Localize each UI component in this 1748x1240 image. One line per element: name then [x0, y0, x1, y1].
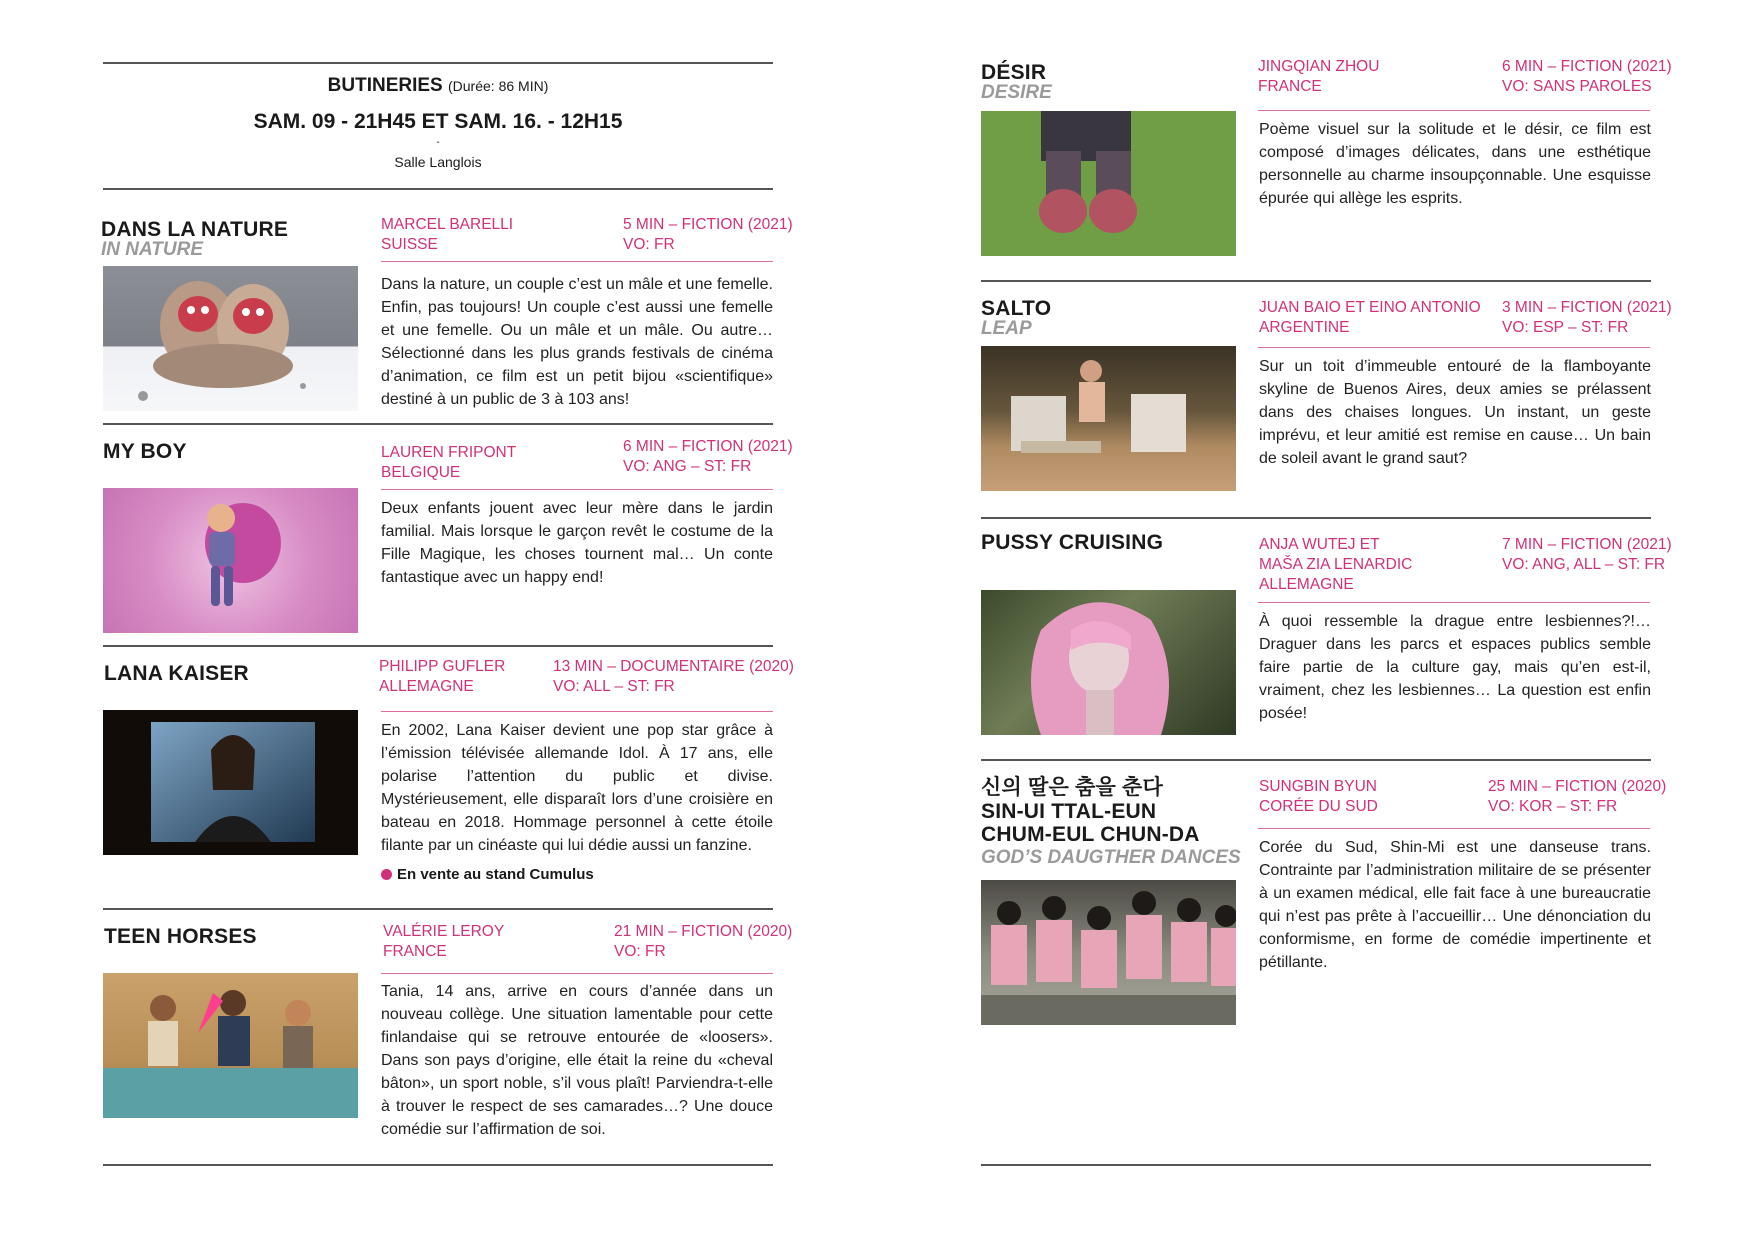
film-duration: 13 MIN – DOCUMENTAIRE (2020) — [553, 658, 794, 675]
film-divider — [981, 759, 1651, 761]
film-subtitle: LEAP — [981, 318, 1032, 339]
bottom-rule — [103, 1164, 773, 1166]
film-thumbnail — [103, 973, 358, 1118]
film-language: VO: SANS PAROLES — [1502, 78, 1652, 95]
film-description: Dans la nature, un couple c’est un mâle et une femelle. Enfin, pas toujours! Un couple c’est aussi une femelle et une femelle. Ou un mâle et un mâle. Ou autre… Sélectionné dans les plus grands festivals de cinéma d’animation, ce film est un petit bijou «scientifique» destiné à un public de 3 à 103 ans! — [381, 276, 773, 408]
program-duration: (Durée: 86 MIN) — [448, 78, 549, 94]
film-language: VO: FR — [614, 943, 666, 960]
film-title-romanized-1: SIN-UI TTAL-EUN — [981, 800, 1157, 823]
film-language: VO: ALL – ST: FR — [553, 678, 675, 695]
hanging-legs-image — [981, 111, 1236, 256]
film-director-second: MAŠA ZIA LENARDIC — [1259, 556, 1413, 573]
film-subtitle: GOD’S DAUGTHER DANCES — [981, 847, 1241, 868]
film-language: VO: ESP – ST: FR — [1502, 319, 1629, 336]
film-country: FRANCE — [383, 943, 447, 960]
film-director: MARCEL BARELLI — [381, 216, 514, 233]
film-duration: 6 MIN – FICTION (2021) — [1502, 58, 1672, 75]
program-name: BUTINERIES — [327, 75, 443, 96]
pink-rule — [1258, 828, 1650, 829]
film-subtitle: IN NATURE — [101, 239, 204, 260]
film-divider — [981, 517, 1651, 519]
film-subtitle: DESIRE — [981, 82, 1052, 103]
film-description: Tania, 14 ans, arrive en cours d’année dans un nouveau collège. Une situation lamentable pour cette finlandaise qui se retrouve entourée de «loosers». Dans son pays d’origine, elle était la reine du «cheval bâton», un sport noble, s’il vous plaît! Parviendra-t-elle à trouver le respect de ses camarades…? Une douce comédie sur l’affirmation de soi. — [381, 983, 773, 1138]
film-director: SUNGBIN BYUN — [1259, 778, 1377, 795]
film-description: Sur un toit d’immeuble entouré de la flamboyante skyline de Buenos Aires, deux amies se prélassent dans des chaises longues. Un instant, un geste imprévu, et leur amitié est remise en cause… Un bain de soleil avant le grand saut? — [1259, 358, 1651, 467]
film-director: ANJA WUTEJ ET — [1259, 536, 1380, 553]
bottom-rule — [981, 1164, 1651, 1166]
film-thumbnail — [981, 111, 1236, 256]
girls-in-gym-image — [103, 973, 358, 1118]
film-divider — [103, 645, 773, 647]
film-thumbnail — [103, 488, 358, 633]
film-duration: 3 MIN – FICTION (2021) — [1502, 299, 1672, 316]
film-title: DANS LA NATURE — [101, 218, 289, 241]
pink-rule — [1258, 347, 1650, 348]
film-language: VO: KOR – ST: FR — [1488, 798, 1618, 815]
pink-rule — [1258, 602, 1650, 603]
film-duration: 21 MIN – FICTION (2020) — [614, 923, 793, 940]
bullet-dot-icon — [381, 869, 392, 880]
film-duration: 7 MIN – FICTION (2021) — [1502, 536, 1672, 553]
pink-rule — [381, 489, 773, 490]
pink-rule — [381, 973, 773, 974]
film-thumbnail — [981, 346, 1236, 491]
top-rule — [103, 62, 773, 64]
program-header — [103, 74, 773, 171]
film-director: JINGQIAN ZHOU — [1258, 58, 1380, 75]
film-country: FRANCE — [1258, 78, 1322, 95]
film-language: VO: ANG – ST: FR — [623, 458, 752, 475]
film-thumbnail — [981, 590, 1236, 735]
film-country: BELGIQUE — [381, 464, 461, 481]
tv-interview-image — [103, 710, 358, 855]
film-title-romanized-2: CHUM-EUL CHUN-DA — [981, 823, 1200, 846]
film-thumbnail — [103, 710, 358, 855]
film-thumbnail — [981, 880, 1236, 1025]
film-divider — [103, 908, 773, 910]
film-description: Deux enfants jouent avec leur mère dans le jardin familial. Mais lorsque le garçon revêt le costume de la Fille Magique, les choses tournent mal… Un conte fantastique avec un happy end! — [381, 500, 773, 586]
film-duration: 6 MIN – FICTION (2021) — [623, 438, 793, 455]
recruits-in-line-image — [981, 880, 1236, 1025]
film-language: VO: FR — [623, 236, 675, 253]
rooftop-sunbathing-image — [981, 346, 1236, 491]
pink-rule — [381, 261, 773, 262]
film-country: ALLEMAGNE — [1259, 576, 1354, 593]
program-separator: - — [436, 137, 440, 148]
film-title: LANA KAISER — [104, 662, 249, 685]
film-language: VO: ANG, ALL – ST: FR — [1502, 556, 1666, 573]
pink-rule — [381, 711, 773, 712]
film-divider — [981, 280, 1651, 282]
pink-rule — [1258, 110, 1650, 111]
film-title: TEEN HORSES — [104, 925, 257, 948]
film-description: Poème visuel sur la solitude et le désir, ce film est composé d’images délicates, dans une esthétique personnelle au charme insoupçonnable. Une esquisse épurée qui allège les esprits. — [1259, 121, 1651, 207]
film-description: À quoi ressemble la drague entre lesbiennes?!… Draguer dans les parcs et espaces publics semble faire partie de la culture gay, mais qu’en est-il, vraiment, chez les lesbiennes… La question est enfin posée! — [1259, 613, 1651, 722]
pink-hair-portrait-image — [981, 590, 1236, 735]
film-description: En 2002, Lana Kaiser devient une pop star grâce à l’émission télévisée allemande Idol. À 17 ans, elle polarise l’attention du public et divise. Mystérieusement, elle disparaît lors d’une croisière en bateau en 2018. Hommage personnel à cette étoile filante par un cinéaste qui lui dédie aussi un fanzine. — [381, 722, 773, 854]
film-director: JUAN BAIO ET EINO ANTONIO — [1259, 299, 1481, 316]
animated-monkeys-image — [103, 266, 358, 411]
film-director: LAUREN FRIPONT — [381, 444, 517, 461]
film-title: SALTO — [981, 297, 1052, 320]
film-duration: 5 MIN – FICTION (2021) — [623, 216, 793, 233]
film-country: CORÉE DU SUD — [1259, 798, 1378, 815]
film-director: VALÉRIE LEROY — [383, 923, 505, 940]
animated-magic-girl-image — [103, 488, 358, 633]
film-title: MY BOY — [103, 440, 187, 463]
film-duration: 25 MIN – FICTION (2020) — [1488, 778, 1667, 795]
film-country: SUISSE — [381, 236, 438, 253]
film-country: ALLEMAGNE — [379, 678, 474, 695]
film-description: Corée du Sud, Shin-Mi est une danseuse trans. Contrainte par l’administration militaire de se présenter à un examen médical, elle fait face à une bureaucratie qui n’est pas prête à l’accueillir… Une dénonciation du conformisme, en forme de comédie impertinente et pétillante. — [1259, 839, 1651, 971]
header-bottom-rule — [103, 188, 773, 190]
film-country: ARGENTINE — [1259, 319, 1350, 336]
film-title: PUSSY CRUISING — [981, 531, 1164, 554]
merch-note-text: En vente au stand Cumulus — [397, 866, 594, 883]
film-director: PHILIPP GUFLER — [379, 658, 506, 675]
merch-note — [381, 866, 594, 883]
film-thumbnail — [103, 266, 358, 411]
program-dates: SAM. 09 - 21H45 ET SAM. 16. - 12H15 — [253, 110, 623, 133]
program-venue: Salle Langlois — [394, 154, 482, 170]
film-divider — [103, 423, 773, 425]
film-title-korean: 신의 딸은 춤을 춘다 — [981, 776, 1163, 799]
film-title: DÉSIR — [981, 61, 1047, 84]
